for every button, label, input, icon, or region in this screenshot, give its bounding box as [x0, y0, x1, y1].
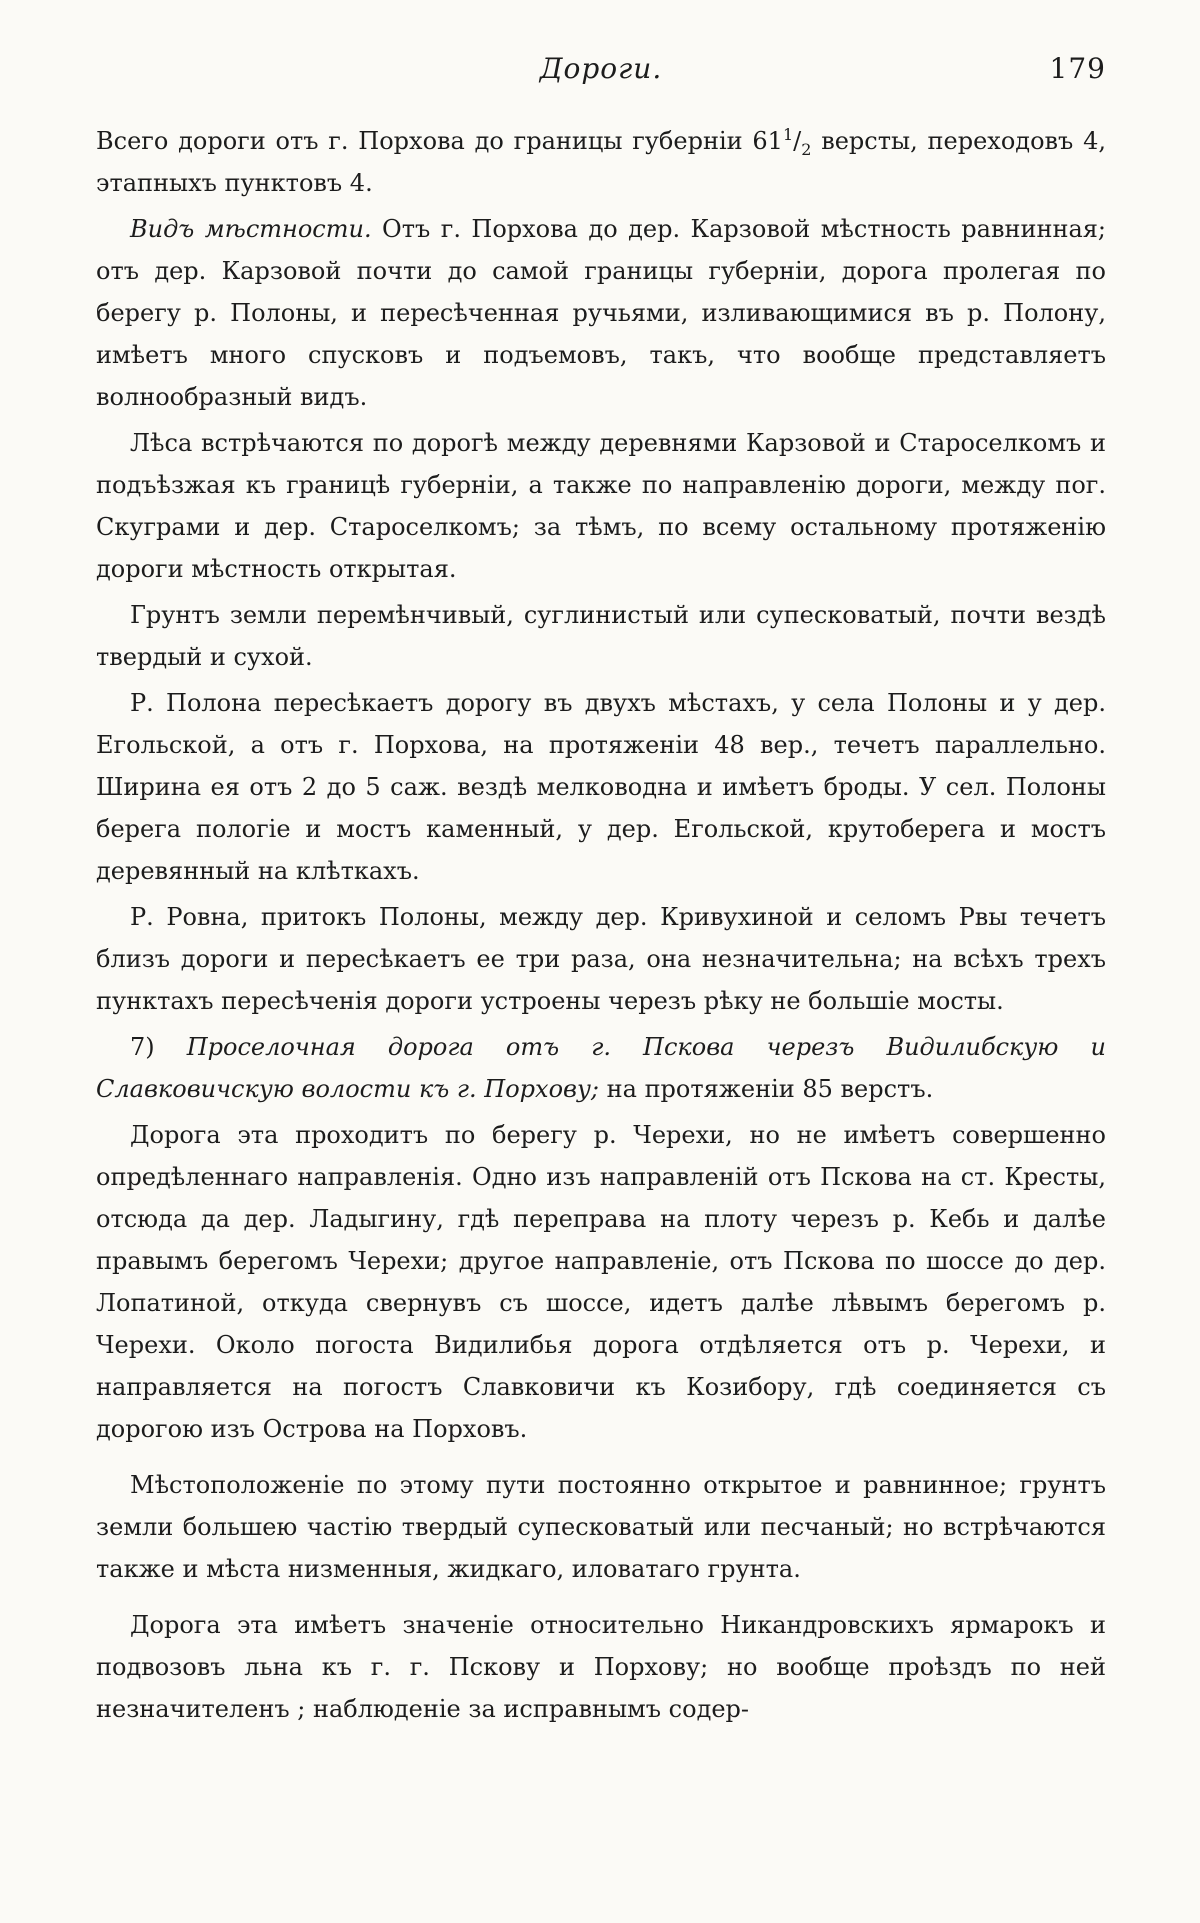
item-number: 7): [130, 1033, 187, 1061]
fraction-slash: /: [793, 127, 802, 155]
section-heading-italic: Видъ мѣстности.: [130, 215, 372, 243]
fraction-numerator: 1: [782, 125, 794, 144]
paragraph-road-7-heading: [96, 1026, 1106, 1110]
fraction-denominator: 2: [801, 139, 812, 159]
paragraph-forests: Лѣса встрѣчаются по дорогѣ между деревнями Карзовой и Староселкомъ и подъѣзжая къ границѣ губерніи, а также по направленію дороги, между пог. Скуграми и дер. Староселкомъ; за тѣмъ, по всему остальному протяженію дороги мѣстность открытая.: [96, 429, 1106, 583]
paragraph-road-description: Дорога эта проходитъ по берегу р. Черехи, но не имѣетъ совершенно опредѣленнаго направленія. Одно изъ направленій отъ Пскова на ст. Кресты, отсюда да дер. Ладыгину, гдѣ переправа на плоту черезъ р. Кебь и далѣе правымъ берегомъ Черехи; другое направленіе, отъ Пскова по шоссе до дер. Лопатиной, откуда свернувъ съ шоссе, идетъ далѣе лѣвымъ берегомъ р. Черехи. Около погоста Видилибья дорога отдѣляется отъ р. Черехи, и направляется на погостъ Славковичи къ Козибору, гдѣ соединяется съ дорогою изъ Острова на Порховъ.: [96, 1121, 1106, 1443]
paragraph-soil: Грунтъ земли перемѣнчивый, суглинистый или супесковатый, почти вездѣ твердый и сухой.: [96, 601, 1106, 671]
paragraph-text: версты, переходовъ 4, этапныхъ пунктовъ 4.: [96, 127, 1106, 197]
road-title-italic: Проселочная дорога отъ г. Пскова черезъ Видилибскую и Славковичскую волости къ г. Порхову;: [96, 1033, 1106, 1103]
paragraph-polona-river: Р. Полона пересѣкаетъ дорогу въ двухъ мѣстахъ, у села Полоны и у дер. Егольской, а отъ г. Порхова, на протяженіи 48 вер., течетъ параллельно. Ширина ея отъ 2 до 5 саж. вездѣ мелководна и имѣетъ броды. У сел. Полоны берега пологіе и мостъ каменный, у дер. Егольской, крутоберега и мостъ деревянный на клѣткахъ.: [96, 689, 1106, 885]
paragraph-rovna-river: Р. Ровна, притокъ Полоны, между дер. Кривухиной и селомъ Рвы течетъ близъ дороги и пересѣкаетъ ее три раза, она незначительна; на всѣхъ трехъ пунктахъ пересѣченія дороги устроены черезъ рѣку не большіе мосты.: [96, 903, 1106, 1015]
body-text: [96, 120, 1106, 1734]
paragraph-text: Всего дороги отъ г. Порхова до границы губерніи 61: [96, 127, 783, 155]
paragraph-text: на протяженіи 85 верстъ.: [599, 1075, 934, 1103]
page-number: 179: [1049, 52, 1106, 85]
paragraph-terrain: [96, 208, 1106, 418]
paragraph-road-significance: Дорога эта имѣетъ значеніе относительно Никандровскихъ ярмарокъ и подвозовъ льна къ г. г. Пскову и Порхову; но вообще проѣздъ по ней незначителенъ ; наблюденіе за исправнымъ содер-: [96, 1611, 1106, 1723]
paragraph-total-distance: [96, 120, 1106, 204]
paragraph-road-terrain: Мѣстоположеніе по этому пути постоянно открытое и равнинное; грунтъ земли большею частію твердый супесковатый или песчаный; но встрѣчаются также и мѣста низменныя, жидкаго, иловатаго грунта.: [96, 1471, 1106, 1583]
paragraph-text: Отъ г. Порхова до дер. Карзовой мѣстность равнинная; отъ дер. Карзовой почти до самой границы губерніи, дорога пролегая по берегу р. Полоны, и пересѣченная ручьями, изливающимися въ р. Полону, имѣетъ много спусковъ и подъемовъ, такъ, что вообще представляетъ волнообразный видъ.: [96, 215, 1106, 411]
running-title: Дороги.: [539, 52, 663, 85]
page-header: [96, 52, 1106, 92]
